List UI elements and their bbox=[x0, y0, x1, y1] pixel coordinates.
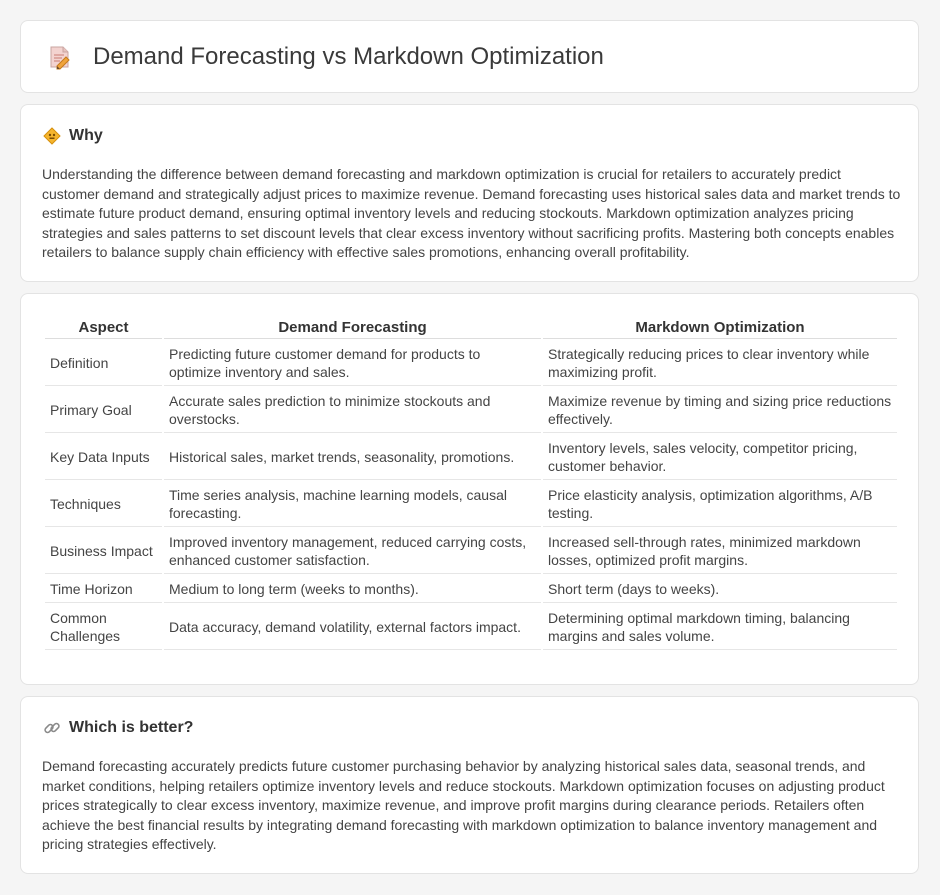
lightbulb-icon bbox=[43, 127, 61, 145]
row-aspect: Business Impact bbox=[45, 529, 162, 574]
row-aspect: Primary Goal bbox=[45, 388, 162, 433]
which-is-better-section bbox=[20, 696, 919, 874]
row-markdown: Short term (days to weeks). bbox=[543, 576, 897, 603]
row-aspect: Key Data Inputs bbox=[45, 435, 162, 480]
row-markdown: Inventory levels, sales velocity, competitor pricing, customer behavior. bbox=[543, 435, 897, 480]
better-title: Which is better? bbox=[69, 719, 194, 736]
better-text: Demand forecasting accurately predicts future customer purchasing behavior by analyzing historical sales data, seasonal trends, and market conditions, helping retailers optimize inventory levels and reduce stockouts. Markdown optimization focuses on adjusting product prices strategically to clear excess inventory, maximize revenue, and improve profit margins during clearance periods. Retailers often achieve the best financial results by integrating demand forecasting with markdown optimization to balance inventory management and pricing strategies effectively. bbox=[42, 758, 885, 853]
comparison-section bbox=[20, 293, 919, 685]
table-row bbox=[45, 529, 897, 574]
table-header-row bbox=[45, 316, 897, 339]
comparison-table bbox=[43, 314, 899, 652]
row-demand: Improved inventory management, reduced carrying costs, enhanced customer satisfaction. bbox=[164, 529, 541, 574]
table-row bbox=[45, 482, 897, 527]
row-markdown: Determining optimal markdown timing, balancing margins and sales volume. bbox=[543, 605, 897, 650]
row-aspect: Time Horizon bbox=[45, 576, 162, 603]
document-pencil-icon bbox=[45, 43, 73, 71]
row-aspect: Techniques bbox=[45, 482, 162, 527]
table-row bbox=[45, 605, 897, 650]
row-demand: Accurate sales prediction to minimize stockouts and overstocks. bbox=[164, 388, 541, 433]
header-markdown-optimization: Markdown Optimization bbox=[543, 316, 897, 339]
row-aspect: Common Challenges bbox=[45, 605, 162, 650]
row-aspect: Definition bbox=[45, 341, 162, 386]
table-row bbox=[45, 576, 897, 603]
row-demand: Time series analysis, machine learning models, causal forecasting. bbox=[164, 482, 541, 527]
header-demand-forecasting: Demand Forecasting bbox=[164, 316, 541, 339]
header-card bbox=[20, 20, 919, 93]
header-aspect: Aspect bbox=[45, 316, 162, 339]
why-heading bbox=[43, 127, 103, 145]
row-markdown: Strategically reducing prices to clear inventory while maximizing profit. bbox=[543, 341, 897, 386]
table-row bbox=[45, 388, 897, 433]
page-title: Demand Forecasting vs Markdown Optimization bbox=[93, 43, 604, 70]
table-row bbox=[45, 341, 897, 386]
better-heading bbox=[43, 719, 193, 737]
row-demand: Data accuracy, demand volatility, external factors impact. bbox=[164, 605, 541, 650]
row-demand: Predicting future customer demand for products to optimize inventory and sales. bbox=[164, 341, 541, 386]
row-markdown: Price elasticity analysis, optimization algorithms, A/B testing. bbox=[543, 482, 897, 527]
why-text: Understanding the difference between demand forecasting and markdown optimization is crucial for retailers to accurately predict customer demand and strategically adjust prices to maximize revenue. Demand forecasting uses historical sales data and market trends to estimate future product demand, ensuring optimal inventory levels and reducing stockouts. Markdown optimization analyzes pricing strategies and sales patterns to set discount levels that clear excess inventory without sacrificing profits. Mastering both concepts enables retailers to balance supply chain efficiency with effective sales promotions, enhancing overall profitability. bbox=[42, 166, 901, 261]
row-demand: Medium to long term (weeks to months). bbox=[164, 576, 541, 603]
why-title: Why bbox=[69, 127, 103, 144]
table-row bbox=[45, 435, 897, 480]
title-row bbox=[45, 43, 604, 71]
row-demand: Historical sales, market trends, seasonality, promotions. bbox=[164, 435, 541, 480]
row-markdown: Maximize revenue by timing and sizing price reductions effectively. bbox=[543, 388, 897, 433]
link-icon bbox=[43, 719, 61, 737]
row-markdown: Increased sell-through rates, minimized markdown losses, optimized profit margins. bbox=[543, 529, 897, 574]
why-section bbox=[20, 104, 919, 282]
